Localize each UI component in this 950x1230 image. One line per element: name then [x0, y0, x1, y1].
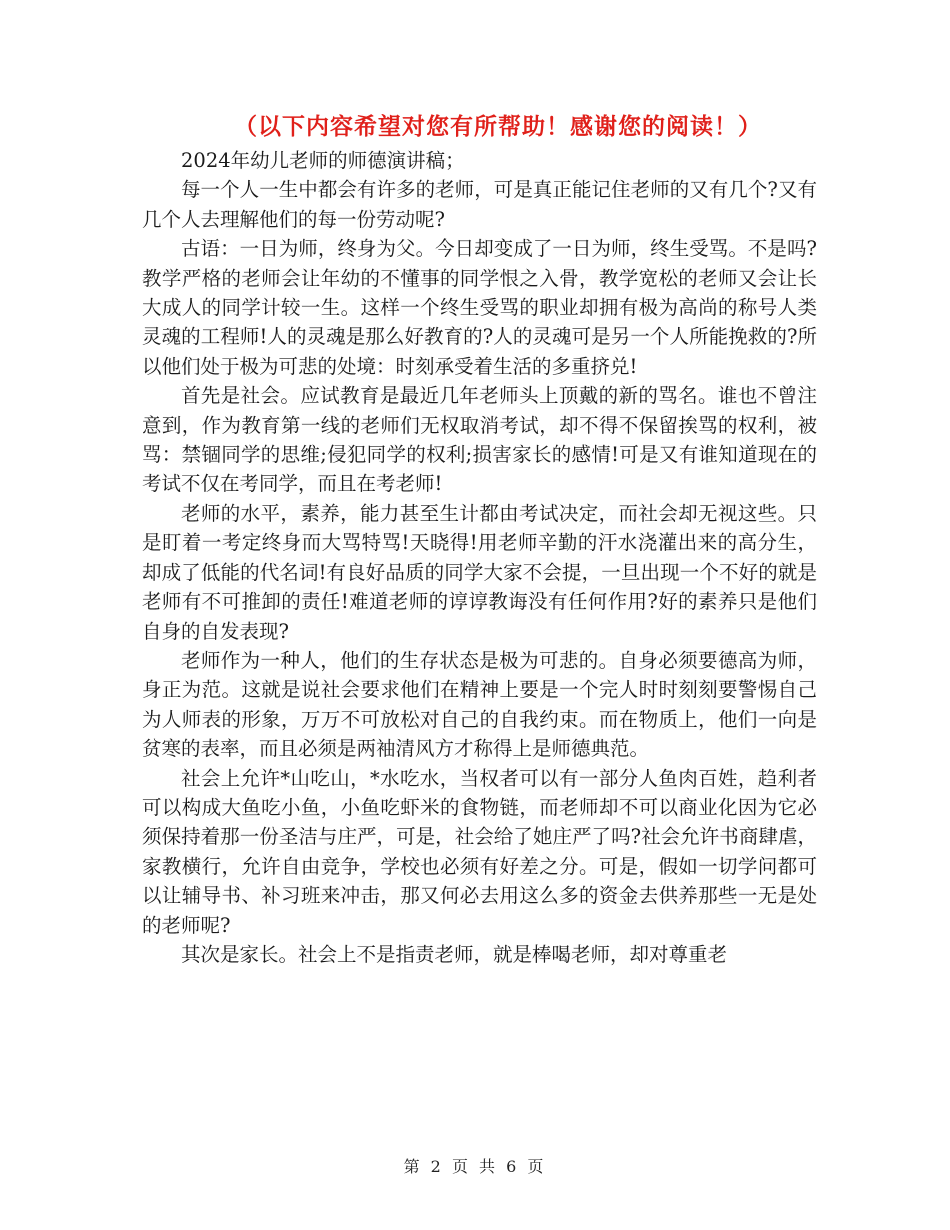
paragraph: 老师作为一种人，他们的生存状态是极为可悲的。自身必须要德高为师，身正为范。这就是说社会要求他们在精神上要是一个完人时时刻刻要警惕自己为人师表的形象，万万不可放松对自己的自我约束。而在物质上，他们一向是贫寒的表率，而且必须是两袖清风方才称得上是师德典范。: [142, 648, 817, 761]
paragraph: 古语：一日为师，终身为父。今日却变成了一日为师，终生受骂。不是吗?教学严格的老师会让年幼的不懂事的同学恨之入骨，教学宽松的老师又会让长大成人的同学计较一生。这样一个终生受骂的职业却拥有极为高尚的称号人类灵魂的工程师!人的灵魂是那么好教育的?人的灵魂可是另一个人所能挽救的?所以他们处于极为可悲的处境：时刻承受着生活的多重挤兑!: [142, 237, 817, 378]
page-number: 第 2 页 共 6 页: [403, 1157, 547, 1176]
header-banner: （以下内容希望对您有所帮助！感谢您的阅读！）: [234, 114, 762, 140]
paragraph: 首先是社会。应试教育是最近几年老师头上顶戴的新的骂名。谁也不曾注意到，作为教育第一线的老师们无权取消考试，却不得不保留挨骂的权利，被骂：禁锢同学的思维;侵犯同学的权利;损害家长的感情!可是又有谁知道现在的考试不仅在考同学，而且在考老师!: [142, 384, 817, 496]
paragraph: 其次是家长。社会上不是指责老师，就是棒喝老师，却对尊重老: [181, 942, 728, 966]
paragraph: 老师的水平，素养，能力甚至生计都由考试决定，而社会却无视这些。只是盯着一考定终身而大骂特骂!天晓得!用老师辛勤的汗水浇灌出来的高分生，却成了低能的代名词!有良好品质的同学大家不会提，一旦出现一个不好的就是老师有不可推卸的责任!难道老师的谆谆教诲没有任何作用?好的素养只是他们自身的自发表现?: [142, 501, 817, 643]
paragraph: 社会上允许*山吃山，*水吃水，当权者可以有一部分人鱼肉百姓，趋利者可以构成大鱼吃小鱼，小鱼吃虾米的食物链，而老师却不可以商业化因为它必须保持着那一份圣洁与庄严，可是，社会给了她庄严了吗?社会允许书商肆虐，家教横行，允许自由竞争，学校也必须有好差之分。可是，假如一切学问都可以让辅导书、补习班来冲击，那又何必去用这么多的资金去供养那些一无是处的老师呢?: [142, 766, 817, 937]
document-body: [142, 146, 817, 969]
paragraph: 每一个人一生中都会有许多的老师，可是真正能记住老师的又有几个?又有几个人去理解他们的每一份劳动呢?: [142, 178, 817, 231]
paragraph: 2024年幼儿老师的师德演讲稿；: [181, 149, 465, 172]
